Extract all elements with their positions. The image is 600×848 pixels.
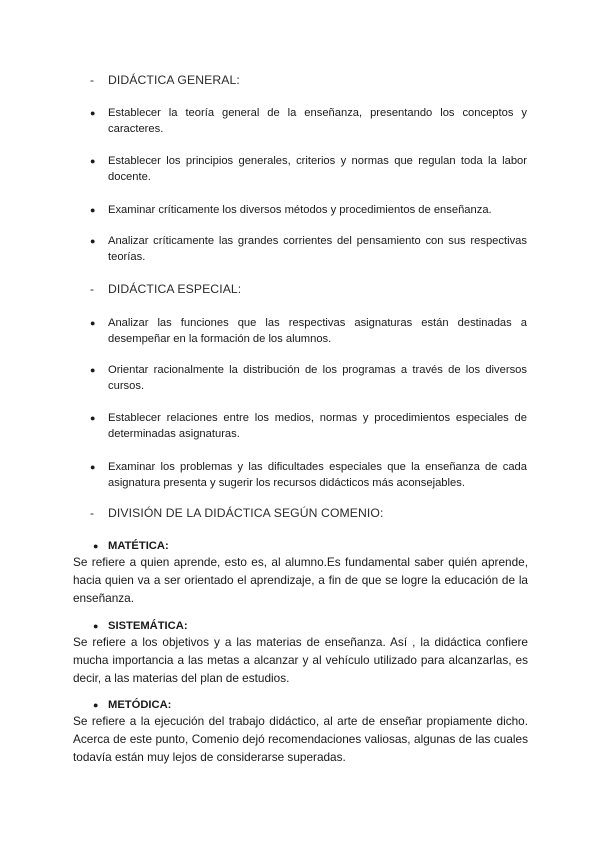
subsection-label: MATÉTICA: [108,540,169,552]
dash-marker: - [90,506,95,520]
bullet-icon: ● [90,365,96,375]
heading-text: DIDÁCTICA ESPECIAL: [108,282,242,296]
list-item-text: Establecer relaciones entre los medios, normas y procedimientos especiales de determinadas asignaturas. [108,412,527,440]
bullet-icon: ● [93,541,99,551]
list-item-text: Examinar críticamente los diversos métodos y procedimientos de enseñanza. [108,204,492,216]
bullet-icon: ● [90,236,96,246]
bullet-icon: ● [90,462,96,472]
bullet-icon: ● [93,700,99,710]
subsection-heading-matetica [93,540,169,552]
paragraph-metodica: Se refiere a la ejecución del trabajo didáctico, al arte de enseñar propiamente dicho. Acerca de este punto, Comenio dejó recomendaciones valiosas, algunas de las cuales todavía están muy lejos de considerarse superadas. [73,714,528,764]
section-heading-especial [90,282,241,296]
heading-text: DIDÁCTICA GENERAL: [108,73,240,87]
list-item-text: Examinar los problemas y las dificultades especiales que la enseñanza de cada asignatura presenta y sugerir los recursos didácticos más aconsejables. [108,461,527,489]
list-item-text: Analizar las funciones que las respectivas asignaturas están destinadas a desempeñar en la formación de los alumnos. [108,317,527,345]
subsection-label: METÓDICA: [108,699,172,711]
section-heading-general [90,73,240,87]
bullet-icon: ● [90,205,96,215]
list-item [90,362,527,394]
list-item [90,233,527,265]
list-item [90,105,527,137]
section-heading-comenio [90,506,383,520]
list-item [90,459,527,491]
subsection-heading-metodica [93,699,171,711]
list-item-text: Establecer los principios generales, criterios y normas que regulan toda la labor docente. [108,155,527,183]
paragraph-matetica: Se refiere a quien aprende, esto es, al alumno.Es fundamental saber quién aprende, hacia quien va a ser orientado el aprendizaje, a fin de que se logre la educación de la enseñanza. [73,555,528,605]
bullet-icon: ● [90,156,96,166]
bullet-icon: ● [90,413,96,423]
list-item-text: Analizar críticamente las grandes corrientes del pensamiento con sus respectivas teorías. [108,235,527,263]
list-item-text: Establecer la teoría general de la enseñanza, presentando los conceptos y caracteres. [108,107,527,135]
list-item-text: Orientar racionalmente la distribución de los programas a través de los diversos cursos. [108,364,527,392]
dash-marker: - [90,282,95,296]
bullet-icon: ● [90,108,96,118]
list-item [90,315,527,347]
subsection-heading-sistematica [93,620,188,632]
dash-marker: - [90,73,95,87]
list-item [90,410,527,442]
paragraph-sistematica: Se refiere a los objetivos y a las materias de enseñanza. Así , la didáctica confiere mucha importancia a las metas a alcanzar y al vehículo utilizado para alcanzarlas, es decir, a las materias del plan de estudios. [73,635,528,685]
bullet-icon: ● [90,318,96,328]
heading-text: DIVISIÓN DE LA DIDÁCTICA SEGÚN COMENIO: [108,506,384,520]
bullet-icon: ● [93,621,99,631]
list-item [90,202,527,218]
subsection-label: SISTEMÁTICA: [108,620,188,632]
list-item [90,153,527,185]
